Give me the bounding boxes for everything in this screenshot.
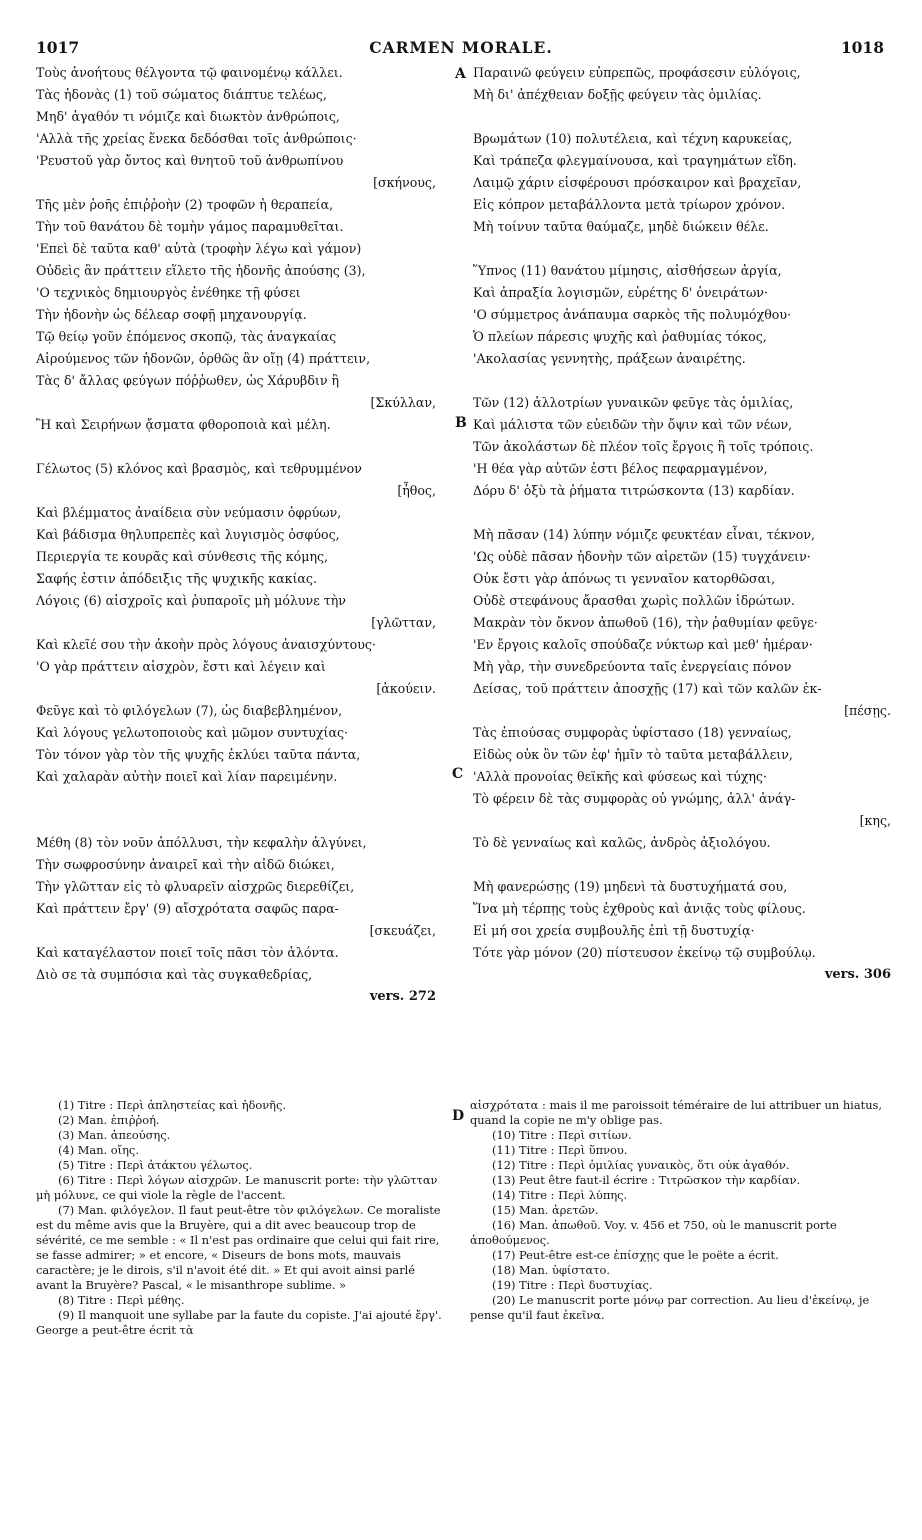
left-verse-line: 'Ρευστοῦ γὰρ ὄντος καὶ θνητοῦ τοῦ ἀνθρωπίνου (36, 153, 344, 168)
right-verse-line: Τὰς ἐπιούσας συμφορὰς ὑφίστασο (18) γενναίως, (473, 725, 792, 740)
left-verse-line: Τὴν σωφροσύνην ἀναιρεῖ καὶ τὴν αἰδῶ διώκει, (36, 857, 335, 872)
left-verse-continuation: [σκευάζει, (369, 923, 436, 938)
left-verse-continuation: [ἦθος, (397, 483, 436, 498)
right-verse-line: Βρωμάτων (10) πολυτέλεια, καὶ τέχνη καρυκείας, (473, 131, 793, 146)
footnote: (9) Il manquoit une syllabe par la faute du copiste. J'ai ajouté ἔργ'. George a peut-être écrit τὰ (36, 1308, 442, 1337)
footnote: (1) Titre : Περὶ ἀπληστείας καὶ ἡδονῆς. (58, 1098, 287, 1112)
left-verse-column (36, 62, 436, 1008)
footnote: (17) Peut-être est-ce ἐπίσχῃς que le poëte a écrit. (492, 1248, 779, 1262)
right-footnotes (470, 1098, 890, 1323)
left-verse-line: Λόγοις (6) αἰσχροῖς καὶ ῥυπαροῖς μὴ μόλυνε τὴν (36, 593, 346, 608)
footnote: (6) Titre : Περὶ λόγων αἰσχρῶν. Le manuscrit porte: τὴν γλῶτταν μὴ μόλυνε, ce qui viole la règle de l'accent. (36, 1173, 438, 1202)
left-verse-line: Τὸν τόνον γὰρ τὸν τῆς ψυχῆς ἐκλύει ταῦτα πάντα, (36, 747, 361, 762)
left-verse-line: 'Ο τεχνικὸς δημιουργὸς ἐνέθηκε τῇ φύσει (36, 285, 301, 300)
right-verse-line: Μὴ πᾶσαν (14) λύπην νόμιζε φευκτέαν εἶναι, τέκνον, (473, 527, 816, 542)
left-verse-line: Καὶ κλεῖέ σου τὴν ἀκοὴν πρὸς λόγους ἀναισχύντους· (36, 637, 376, 652)
left-verse-line: Καὶ βάδισμα θηλυπρεπὲς καὶ λυγισμὸς ὀσφύος, (36, 527, 340, 542)
right-page-number: 1018 (840, 38, 884, 57)
right-verse-continuation: [κης, (859, 813, 891, 828)
right-verse-line: Ἵνα μὴ τέρπῃς τοὺς ἐχθροὺς καὶ ἀνιᾷς τοὺς φίλους. (473, 901, 806, 916)
left-verse-line: Φεῦγε καὶ τὸ φιλόγελων (7), ὡς διαβεβλημένον, (36, 703, 343, 718)
footnote: (13) Peut être faut-il écrire : Τιτρῶσκον τὴν καρδίαν. (492, 1173, 801, 1187)
right-verse-line: Καὶ τράπεζα φλεγμαίνουσα, καὶ τραγημάτων εἴδη. (473, 153, 797, 168)
left-verse-line: Καὶ βλέμματος ἀναίδεια σὺν νεύμασιν ὀφρύων, (36, 505, 342, 520)
right-verse-line: Τῶν ἀκολάστων δὲ πλέον τοῖς ἔργοις ἢ τοῖς τρόποις. (473, 439, 814, 454)
left-verse-line: Καὶ λόγους γελωτοποιοὺς καὶ μῶμον συντυχίας· (36, 725, 349, 740)
left-verse-continuation: [γλῶτταν, (371, 615, 436, 630)
footnote: (18) Man. ὑφίστατο. (492, 1263, 610, 1277)
right-verse-line: 'Ακολασίας γεννητὴς, πράξεων ἀναιρέτης. (473, 351, 746, 366)
footnote: (3) Man. ἀπεούσης. (58, 1128, 171, 1142)
left-verse-count: vers. 272 (369, 989, 436, 1004)
right-verse-line: Καὶ μάλιστα τῶν εὐειδῶν τὴν ὄψιν καὶ τῶν νέων, (473, 417, 793, 432)
stanza-gap (473, 106, 891, 128)
right-verse-line: Τῶν (12) ἀλλοτρίων γυναικῶν φεῦγε τὰς ὁμιλίας, (473, 395, 794, 410)
right-verse-line: 'Αλλὰ προνοίας θεϊκῆς καὶ φύσεως καὶ τύχης· (473, 769, 767, 784)
left-verse-line: Διὸ σε τὰ συμπόσια καὶ τὰς συγκαθεδρίας, (36, 967, 313, 982)
footnote: (5) Titre : Περὶ ἀτάκτου γέλωτος. (58, 1158, 253, 1172)
left-verse-line: Καὶ πράττειν ἔργ' (9) αἴσχρότατα σαφῶς παρα- (36, 901, 339, 916)
right-verse-continuation: [πέσῃς. (844, 703, 891, 718)
left-page-number: 1017 (36, 38, 80, 57)
left-verse-line: Καὶ καταγέλαστον ποιεῖ τοῖς πᾶσι τὸν ἁλόντα. (36, 945, 339, 960)
left-verse-line: Οὐδεὶς ἂν πράττειν εἵλετο τῆς ἡδονῆς ἀπούσης (3), (36, 263, 366, 278)
right-verse-line: Τότε γὰρ μόνον (20) πίστευσον ἐκείνῳ τῷ συμβούλῳ. (473, 945, 816, 960)
right-verse-line: Ὕπνος (11) θανάτου μίμησις, αἰσθήσεων ἀργία, (473, 263, 782, 278)
left-verse-line: Μέθη (8) τὸν νοῦν ἀπόλλυσι, τὴν κεφαλὴν ἀλγύνει, (36, 835, 367, 850)
right-verse-line: Τὸ φέρειν δὲ τὰς συμφορὰς οὐ γνώμης, ἀλλ' ἀνάγ- (473, 791, 796, 806)
left-verse-line: Τὴν γλῶτταν εἰς τὸ φλυαρεῖν αἰσχρῶς διερεθίζει, (36, 879, 355, 894)
footnote: (14) Titre : Περὶ λύπης. (492, 1188, 628, 1202)
footnote: (7) Man. φιλόγελον. Il faut peut-être τὸν φιλόγελων. Ce moraliste est du même avis que la Bruyère, qui a dit avec beaucoup trop de sévérité, ce me semble : « Il n'est pas ordinaire que celui qui fait rire, se fasse admirer; » et encore, « Diseurs de bons mots, mauvais caractère; je le dirois, s'il n'avoit été dit. » Et qui avoit ainsi parlé avant la Bruyère? Pascal, « le misanthrope sublime. » (36, 1203, 441, 1292)
margin-letter-b: B (455, 415, 467, 431)
left-verse-line: Τὴν ἡδονὴν ὡς δέλεαρ σοφῇ μηχανουργίᾳ. (36, 307, 307, 322)
left-verse-line: Αἱρούμενος τῶν ἡδονῶν, ὀρθῶς ἂν οἴῃ (4) πράττειν, (36, 351, 371, 366)
left-verse-continuation: [ἀκούειν. (376, 681, 436, 696)
right-verse-column (473, 62, 891, 986)
stanza-gap (36, 788, 436, 810)
right-verse-line: Ὁ πλείων πάρεσις ψυχῆς καὶ ῥαθυμίας τόκος, (473, 329, 767, 344)
footnote: (20) Le manuscrit porte μόνῳ par correction. Au lieu d'ἐκείνῳ, je pense qu'il faut ἐκεῖνα. (470, 1293, 870, 1322)
right-verse-count: vers. 306 (824, 967, 891, 982)
right-verse-line: Μὴ τοίνυν ταῦτα θαύμαζε, μηδὲ διώκειν θέλε. (473, 219, 769, 234)
footnote: (10) Titre : Περὶ σιτίων. (492, 1128, 632, 1142)
right-verse-line: Μὴ γὰρ, τὴν συνεδρεύοντα ταῖς ἐνεργείαις πόνον (473, 659, 792, 674)
stanza-gap (473, 238, 891, 260)
left-verse-line: Περιεργία τε κουρᾶς καὶ σύνθεσις τῆς κόμης, (36, 549, 329, 564)
right-verse-line: Δείσας, τοῦ πράττειν ἀποσχῇς (17) καὶ τῶν καλῶν ἐκ- (473, 681, 822, 696)
left-verse-line: Τῷ θείῳ γοῦν ἑπόμενος σκοπῷ, τὰς ἀναγκαίας (36, 329, 337, 344)
left-verse-line: Τὴν τοῦ θανάτου δὲ τομὴν γάμος παραμυθεῖται. (36, 219, 344, 234)
margin-letter-c: C (452, 766, 464, 782)
margin-letter-a: A (455, 66, 466, 82)
left-verse-line: Τὰς δ' ἄλλας φεύγων πόῤῥωθεν, ὡς Χάρυβδιν ἢ (36, 373, 340, 388)
right-verse-line: Οὐκ ἔστι γὰρ ἀπόνως τι γενναῖον κατορθῶσαι, (473, 571, 776, 586)
right-verse-line: Μὴ δι' ἀπέχθειαν δοξῇς φεύγειν τὰς ὁμιλίας. (473, 87, 762, 102)
left-verse-line: Ἢ καὶ Σειρήνων ᾄσματα φθοροποιὰ καὶ μέλη. (36, 417, 331, 432)
right-verse-line: Παραινῶ φεύγειν εὐπρεπῶς, προφάσεσιν εὐλόγοις, (473, 65, 801, 80)
footnote: (8) Titre : Περὶ μέθης. (58, 1293, 185, 1307)
right-verse-line: 'Ο σύμμετρος ἀνάπαυμα σαρκὸς τῆς πολυμόχθου· (473, 307, 792, 322)
footnote: (12) Titre : Περὶ ὁμιλίας γυναικὸς, ὅτι οὐκ ἀγαθόν. (492, 1158, 790, 1172)
left-verse-continuation: [Σκύλλαν, (370, 395, 436, 410)
right-verse-line: Εἰς κόπρον μεταβάλλοντα μετὰ τρίωρον χρόνον. (473, 197, 786, 212)
right-verse-line: Δόρυ δ' ὀξὺ τὰ ῥήματα τιτρώσκοντα (13) καρδίαν. (473, 483, 795, 498)
right-verse-line: 'Ως οὐδὲ πᾶσαν ἡδονὴν τῶν αἱρετῶν (15) τυγχάνειν· (473, 549, 811, 564)
left-verse-line: 'Επεὶ δὲ ταῦτα καθ' αὑτὰ (τροφὴν λέγω καὶ γάμον) (36, 241, 362, 256)
footnote: (15) Man. ἀρετῶν. (492, 1203, 599, 1217)
left-verse-line: Καὶ χαλαρὰν αὐτὴν ποιεῖ καὶ λίαν παρειμένην. (36, 769, 338, 784)
left-verse-line: 'Αλλὰ τῆς χρείας ἕνεκα δεδόσθαι τοῖς ἀνθρώποις· (36, 131, 357, 146)
left-verse-line: Μηδ' ἀγαθόν τι νόμιζε καὶ διωκτὸν ἀνθρώποις, (36, 109, 340, 124)
right-verse-line: Μακρὰν τὸν ὄκνον ἀπωθοῦ (16), τὴν ῥαθυμίαν φεῦγε· (473, 615, 818, 630)
footnote: (11) Titre : Περὶ ὕπνου. (492, 1143, 628, 1157)
footnote: αἰσχρότατα : mais il me paroissoit téméraire de lui attribuer un hiatus, quand la copie ne m'y oblige pas. (470, 1098, 882, 1127)
right-verse-line: Εἰ μή σοι χρεία συμβουλῆς ἐπὶ τῇ δυστυχίᾳ· (473, 923, 755, 938)
stanza-gap (36, 810, 436, 832)
footnote: (4) Man. οἴης. (58, 1143, 139, 1157)
right-verse-line: Λαιμῷ χάριν εἰσφέρουσι πρόσκαιρον καὶ βραχεῖαν, (473, 175, 802, 190)
left-verse-line: Τῆς μὲν ῥοῆς ἐπιῤῥοὴν (2) τροφῶν ἡ θεραπεία, (36, 197, 334, 212)
left-verse-continuation: [σκήνους, (373, 175, 436, 190)
stanza-gap (36, 436, 436, 458)
left-verse-line: Τὰς ἡδονὰς (1) τοῦ σώματος διάπτυε τελέως, (36, 87, 327, 102)
right-verse-line: Καὶ ἀπραξία λογισμῶν, εὑρέτης δ' ὀνειράτων· (473, 285, 768, 300)
margin-letter-d: D (452, 1108, 465, 1124)
footnote: (2) Man. ἐπιῤῥοή. (58, 1113, 160, 1127)
left-verse-line: Σαφής ἐστιν ἀπόδειξις τῆς ψυχικῆς κακίας. (36, 571, 317, 586)
footnote: (16) Man. ἀπωθοῦ. Voy. v. 456 et 750, où le manuscrit porte ἀποθούμενος. (470, 1218, 837, 1247)
left-verse-line: 'Ο γὰρ πράττειν αἰσχρὸν, ἔστι καὶ λέγειν καὶ (36, 659, 326, 674)
left-verse-line: Γέλωτος (5) κλόνος καὶ βρασμὸς, καὶ τεθρυμμένον (36, 461, 362, 476)
stanza-gap (473, 502, 891, 524)
left-footnotes (36, 1098, 444, 1338)
right-verse-line: Οὐδὲ στεφάνους ἄρασθαι χωρὶς πολλῶν ἱδρώτων. (473, 593, 795, 608)
stanza-gap (473, 854, 891, 876)
right-verse-line: Τὸ δὲ γενναίως καὶ καλῶς, ἀνδρὸς ἀξιολόγου. (473, 835, 771, 850)
footnote: (19) Titre : Περὶ δυστυχίας. (492, 1278, 653, 1292)
right-verse-line: 'Η θέα γὰρ αὐτῶν ἐστι βέλος πεφαρμαγμένον, (473, 461, 768, 476)
stanza-gap (473, 370, 891, 392)
right-verse-line: Εἰδὼς οὐκ ὂν τῶν ἐφ' ἡμῖν τὸ ταῦτα μεταβάλλειν, (473, 747, 793, 762)
running-title: CARMEN MORALE. (369, 38, 553, 57)
left-verse-line: Τοὺς ἀνοήτους θέλγοντα τῷ φαινομένῳ κάλλει. (36, 65, 343, 80)
right-verse-line: Μὴ φανερώσῃς (19) μηδενὶ τὰ δυστυχήματά σου, (473, 879, 788, 894)
right-verse-line: 'Εν ἔργοις καλοῖς σπούδαζε νύκτωρ καὶ μεθ' ἡμέραν· (473, 637, 813, 652)
